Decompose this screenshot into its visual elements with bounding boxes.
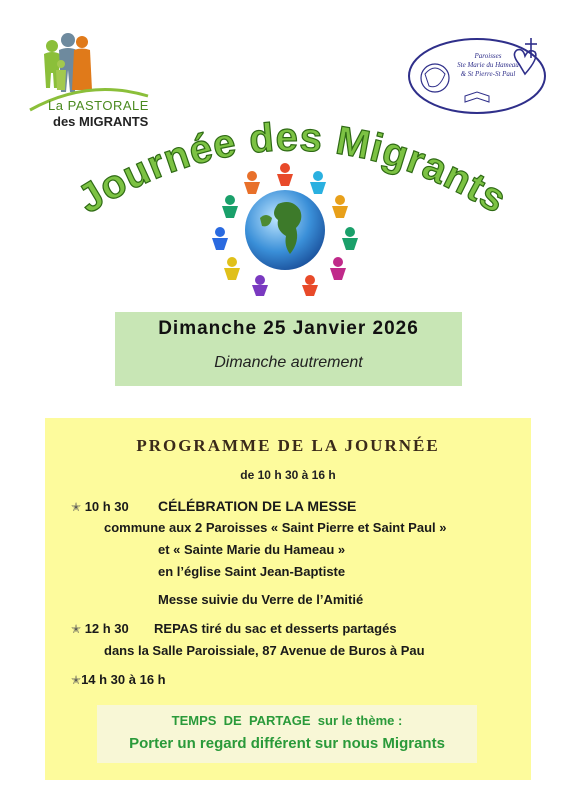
partage-heading: TEMPS DE PARTAGE sur le thème : xyxy=(171,713,403,728)
globe-people-icon xyxy=(200,158,370,298)
paroisses-logo-text xyxy=(453,52,523,79)
event-subtitle: Dimanche autrement xyxy=(214,354,363,371)
repas-description: tiré du sac et desserts partagés xyxy=(197,621,397,636)
programme-heading: REPAS xyxy=(154,621,198,636)
partage-box xyxy=(97,705,477,763)
programme-heading: CÉLÉBRATION DE LA MESSE xyxy=(158,498,357,514)
pastorale-logo-line1: La PASTORALE xyxy=(48,98,149,113)
programme-time: 10 h 30 xyxy=(84,499,129,514)
sketch-portrait-icon xyxy=(421,64,449,92)
messe-line1: commune aux 2 Paroisses « Saint Pierre et Saint Paul » xyxy=(104,520,447,535)
paroisses-line2: Ste Marie du Hameau xyxy=(457,61,519,69)
family-figures-icon xyxy=(44,33,92,92)
star-icon: ✭ xyxy=(71,622,82,636)
programme-title: PROGRAMME DE LA JOURNÉE xyxy=(136,436,440,455)
paroisses-line3: & St Pierre-St Paul xyxy=(460,70,516,78)
messe-line3: en l’église Saint Jean-Baptiste xyxy=(158,564,346,579)
date-box xyxy=(115,312,462,386)
programme-item-repas xyxy=(71,621,397,636)
partage-theme: Porter un regard différent sur nous Migrants xyxy=(129,735,445,752)
messe-line2: et « Sainte Marie du Hameau » xyxy=(158,542,346,557)
programme-hours: de 10 h 30 à 16 h xyxy=(240,468,336,482)
page-title-text: Journée des Migrants xyxy=(70,115,515,223)
event-date: Dimanche 25 Janvier 2026 xyxy=(158,318,419,339)
star-icon: ✭ xyxy=(71,500,82,514)
messe-line4: Messe suivie du Verre de l’Amitié xyxy=(158,592,364,607)
programme-item-partage xyxy=(71,672,166,687)
pastorale-logo-line2: des MIGRANTS xyxy=(53,114,149,129)
programme-item-messe xyxy=(71,498,356,514)
programme-time: 12 h 30 xyxy=(84,621,129,636)
repas-line2: dans la Salle Paroissiale, 87 Avenue de Buros à Pau xyxy=(104,643,425,658)
programme-box xyxy=(45,418,531,780)
star-icon: ✭ xyxy=(71,673,82,687)
paroisses-line1: Paroisses xyxy=(474,52,502,60)
programme-time: 14 h 30 à 16 h xyxy=(81,672,166,687)
